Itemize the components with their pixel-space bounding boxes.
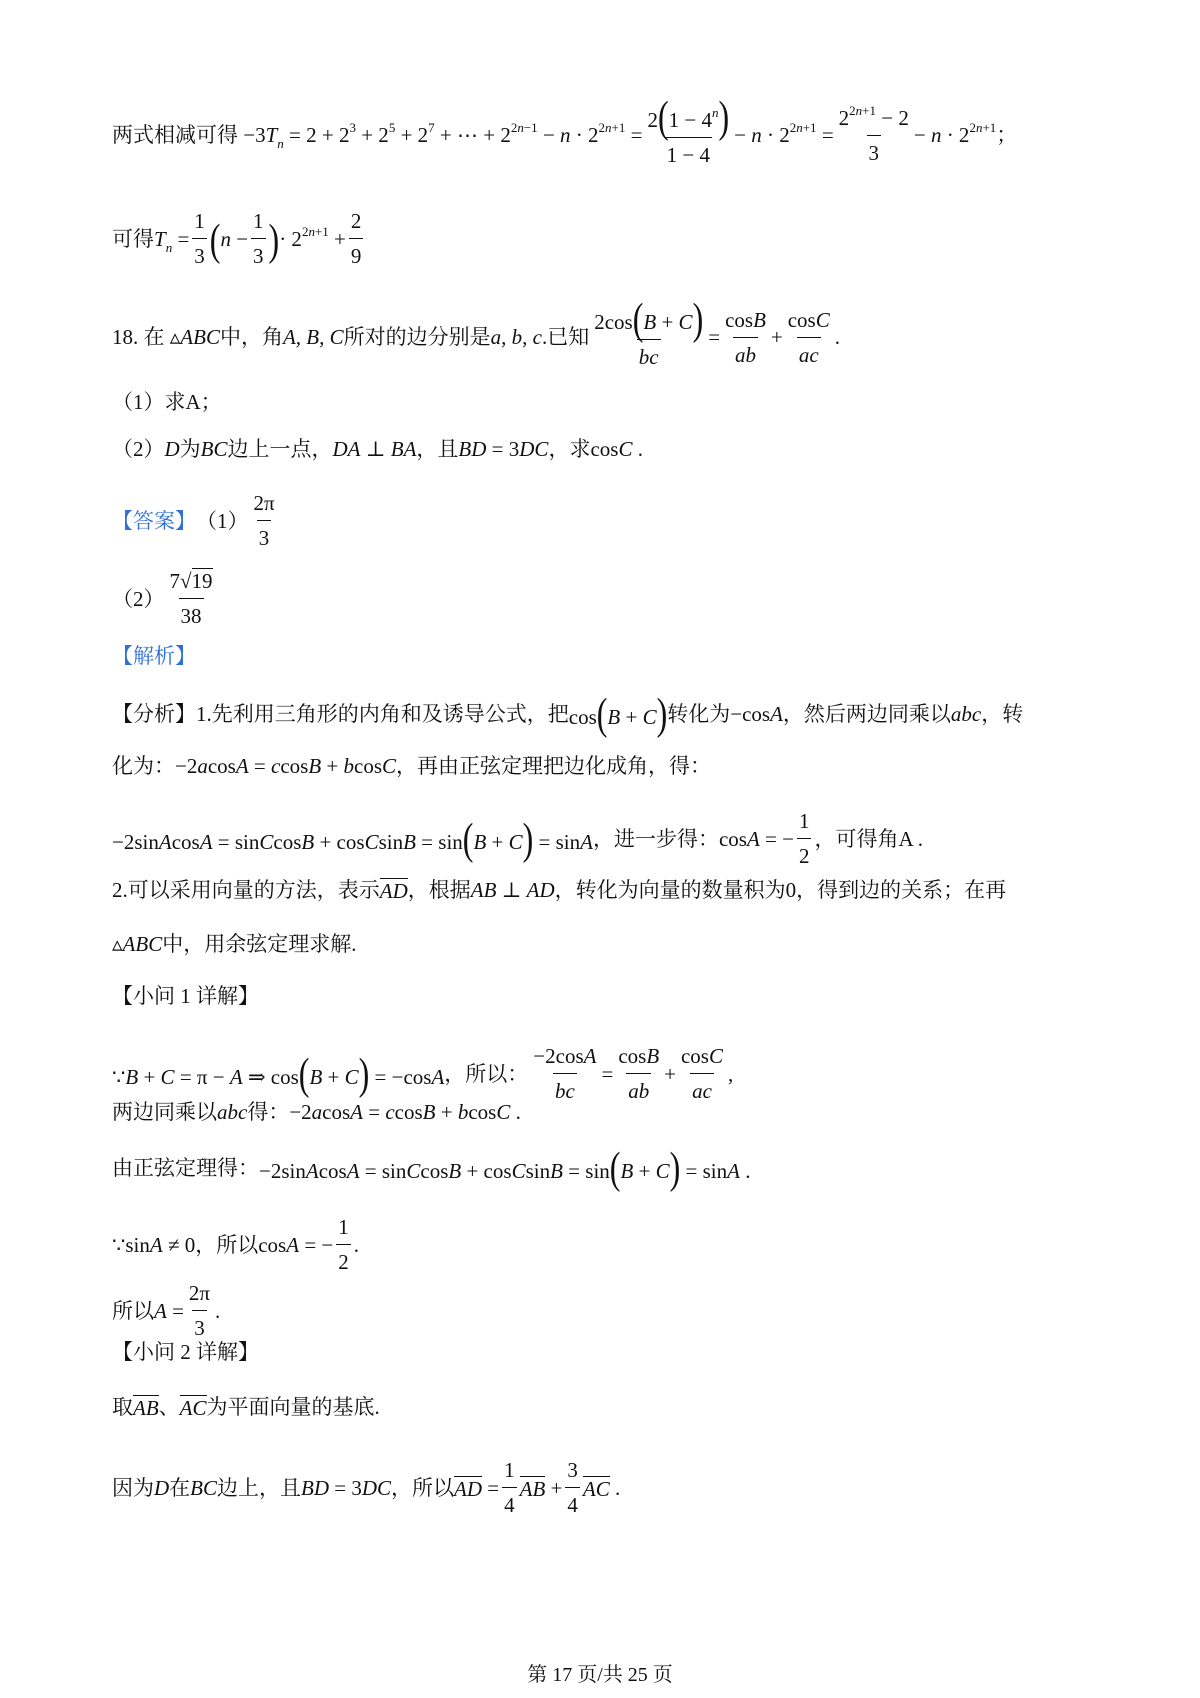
text: ，转化为向量的数量积为0，得到边的关系；在再 — [554, 878, 1007, 902]
vector-ac: AC — [179, 1396, 207, 1420]
text: 为 — [179, 437, 201, 461]
fraction: $\frac{\cos C}{ac}$ — [786, 305, 832, 370]
text: 两边同乘以 — [112, 1100, 217, 1124]
text: ，然后两边同乘以 — [782, 702, 951, 726]
text: 由正弦定理得： — [112, 1156, 259, 1180]
fraction: $\frac{1}{2}$ — [336, 1212, 351, 1277]
vector-ab: AB — [133, 1396, 159, 1420]
math: −2acosA = ccosB + bcosC . — [289, 1100, 521, 1124]
math: cosC . — [590, 437, 643, 461]
sub1-line-2 — [112, 1098, 521, 1126]
math: . — [834, 325, 840, 349]
math: = — [601, 1061, 614, 1086]
answer-tag: 【答案】 — [112, 508, 196, 533]
sub1-title — [112, 982, 259, 1010]
math: abc — [950, 702, 982, 726]
analysis-line-4 — [112, 876, 1006, 904]
math: $T_n$ = — [154, 226, 190, 255]
text: ，求 — [548, 437, 591, 461]
math: A = — [154, 1298, 184, 1323]
text: ，根据 — [407, 878, 471, 902]
math: AB ⊥ AD — [470, 878, 555, 902]
question-18 — [112, 292, 840, 372]
math: − — [230, 226, 249, 251]
math: ▵ABC — [112, 932, 163, 956]
text: ，所以 — [195, 1232, 259, 1257]
text: （1）求A； — [112, 390, 222, 414]
text: 得： — [247, 1100, 290, 1124]
tn-result-line — [112, 206, 366, 271]
text: ，所以 — [391, 1475, 455, 1500]
text: 边上一点， — [227, 437, 333, 461]
analysis-line-3 — [112, 806, 923, 871]
math: = — [708, 325, 721, 349]
tn-subtraction-line — [112, 90, 1018, 170]
vector-ad: AD — [379, 879, 408, 903]
answer-part-2 — [112, 566, 218, 631]
sub2-title — [112, 1338, 259, 1366]
math: BD = 3DC — [458, 437, 549, 461]
text: 可得 — [112, 226, 154, 251]
text: 在 — [169, 1475, 191, 1500]
sub1-line-4 — [112, 1212, 359, 1277]
text: 所对的边分别是 — [343, 325, 491, 349]
page-footer: 第 17 页/共 25 页 — [527, 1664, 673, 1686]
math: . — [215, 1298, 221, 1323]
fraction: $\frac{-2\cos A}{bc}$ — [531, 1041, 598, 1106]
math: ∵sinA ≠ 0 — [112, 1232, 196, 1257]
math: cos(B + C) — [568, 687, 668, 739]
math: cosA = − — [718, 826, 794, 851]
text: 所以 — [112, 1298, 154, 1323]
vector-ab: AB — [519, 1476, 546, 1501]
math: + — [770, 325, 783, 349]
math: abc — [217, 1100, 248, 1124]
math: D — [154, 1475, 170, 1500]
math: BC — [200, 437, 228, 461]
text: ，转 — [981, 702, 1024, 726]
text: 转化为 — [667, 702, 731, 726]
math: −2sinAcosA = sinCcosB + cosCsinB = sin(B + C) = sinA . — [259, 1141, 751, 1193]
text: （2） — [112, 437, 165, 461]
sub2-line-2 — [112, 1455, 620, 1520]
text: 2.可以采用向量的方法，表示 — [112, 878, 380, 902]
fraction: $\frac{1}{4}$ — [502, 1455, 517, 1520]
fraction: $\frac{2^{2n+1} - 2}{3}$ — [837, 103, 911, 168]
text: 中，角 — [219, 325, 283, 349]
math: cosA = − — [258, 1232, 334, 1257]
math: + — [664, 1061, 676, 1086]
math: · $2^{2n+1}$ + — [279, 223, 346, 251]
text: 因为 — [112, 1475, 154, 1500]
question-18-part-1 — [112, 388, 222, 416]
fraction: $\frac{\cos B}{ab}$ — [616, 1041, 661, 1106]
answer-part-1 — [112, 488, 280, 553]
fraction: $\frac{\cos B}{ab}$ — [723, 305, 768, 370]
math: a, b, c — [490, 325, 542, 349]
math: − $n \cdot 2^{2n+1}$ = — [734, 120, 834, 147]
text: ，所以： — [444, 1061, 529, 1086]
paren: ) — [268, 213, 280, 264]
analysis-line-2 — [112, 752, 711, 780]
analysis-line-1 — [112, 687, 1024, 739]
math: −cosA — [730, 702, 783, 726]
fraction: $\frac{2\cos(B + C)}{bc}$ — [592, 302, 705, 372]
math: BD = 3DC — [301, 1475, 392, 1500]
fraction: $\frac{1}{2}$ — [797, 806, 812, 871]
math: + — [545, 1475, 563, 1500]
text: （1） — [196, 508, 249, 533]
text: 取 — [112, 1395, 133, 1419]
fraction: $\frac{2\pi}{3}$ — [252, 488, 277, 553]
text: ，且 — [416, 437, 459, 461]
sub1-line-5 — [112, 1278, 220, 1343]
text: （2） — [112, 586, 165, 611]
text: 18. 在 — [112, 325, 165, 349]
text: 中，用余弦定理求解. — [162, 932, 357, 956]
text: 边上，且 — [217, 1475, 302, 1500]
math: $-3T_n = 2 + 2^3 + 2^5 + 2^7$ + ⋯ + $2^{2n-1} - n \cdot 2^{2n+1}$ = — [238, 120, 643, 151]
text: 化为： — [112, 754, 175, 778]
math: = — [482, 1475, 500, 1500]
math: , — [728, 1061, 734, 1086]
text: 、 — [158, 1395, 180, 1419]
sub1-line-3 — [112, 1141, 751, 1193]
question-18-part-2 — [112, 435, 643, 463]
fraction: $\frac{2}{9}$ — [349, 206, 364, 271]
text: 【小问 1 详解】 — [112, 984, 259, 1008]
text: ，再由正弦定理把边化成角，得： — [396, 754, 712, 778]
vector-ac: AC — [582, 1476, 610, 1501]
analysis-heading — [112, 642, 196, 670]
text: 两式相减可得 — [112, 123, 238, 147]
fraction: $\frac{2\pi}{3}$ — [187, 1278, 212, 1343]
text: 【小问 2 详解】 — [112, 1340, 259, 1364]
fraction: $\frac{7√19}{38}$ — [168, 566, 215, 631]
math: − $n \cdot 2^{2n+1}$； — [913, 120, 1018, 147]
math: DA ⊥ BA — [332, 437, 417, 461]
math: . — [353, 1232, 359, 1257]
text: 【分析】1.先利用三角形的内角和及诱导公式，把 — [112, 702, 569, 726]
sub1-line-1 — [112, 1041, 733, 1106]
paren: ( — [209, 213, 221, 264]
vector-ad: AD — [454, 1476, 483, 1501]
math: . — [609, 1475, 621, 1500]
text: 为平面向量的基底. — [206, 1395, 380, 1419]
math: D — [164, 437, 180, 461]
analysis-tag: 【解析】 — [112, 644, 196, 668]
text: ，可得角A . — [814, 826, 923, 851]
text: ，进一步得： — [592, 826, 719, 851]
math: ∵B + C = π − A ⇒ cos(B + C) = −cosA — [112, 1047, 445, 1098]
math: n — [220, 226, 231, 251]
math: −2acosA = ccosB + bcosC — [175, 754, 397, 778]
fraction: $\frac{2(1 - 4^n)}{1 - 4}$ — [645, 100, 731, 170]
math: −2sinAcosA = sinCcosB + cosCsinB = sin(B + C) = sinA — [112, 812, 593, 863]
fraction: $\frac{3}{4}$ — [565, 1455, 580, 1520]
fraction: $\frac{1}{3}$ — [192, 206, 207, 271]
analysis-line-5 — [112, 930, 356, 958]
text: .已知 — [541, 325, 590, 349]
sub2-line-1 — [112, 1393, 380, 1421]
fraction: $\frac{\cos C}{ac}$ — [679, 1041, 725, 1106]
fraction: $\frac{1}{3}$ — [251, 206, 266, 271]
math: ▵ABC — [164, 325, 220, 349]
math: BC — [190, 1475, 218, 1500]
math: A, B, C — [282, 325, 344, 349]
